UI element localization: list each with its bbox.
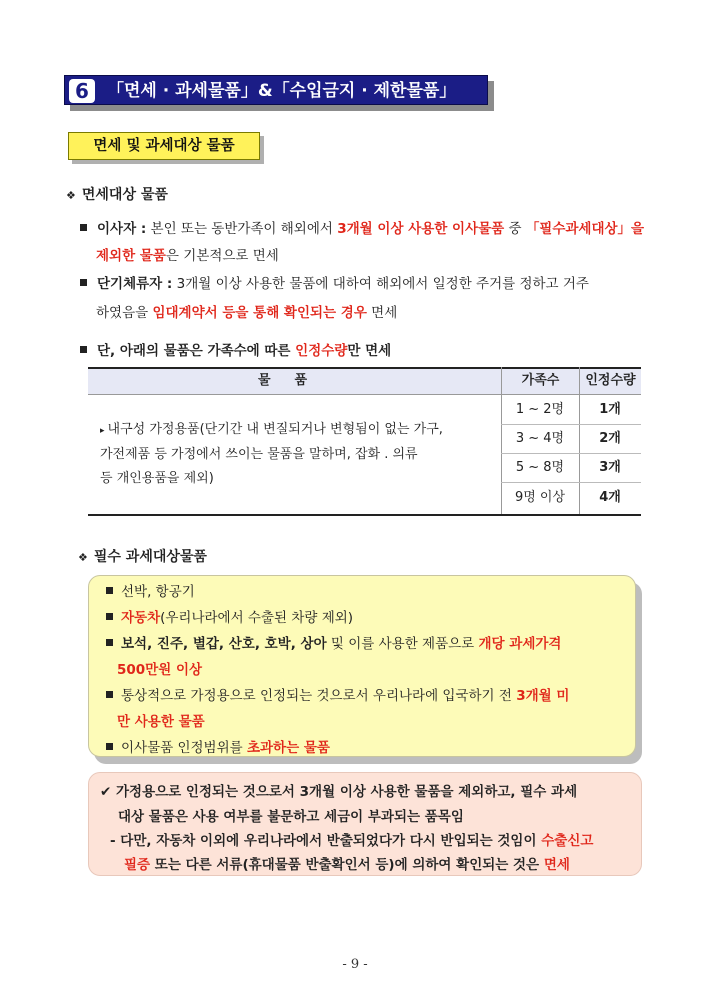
short-stay-line-1: 단기체류자 : 3개월 이상 사용한 물품에 대하여 해외에서 일정한 주거를 정하고 거주 [80, 272, 589, 292]
note-line-3: - 다만, 자동차 이외에 우리나라에서 반출되었다가 다시 반입되는 것임이 수출신고 [110, 833, 594, 849]
square-bullet-icon [106, 639, 113, 646]
taxable-item-3-cont: 500만원 이상 [117, 662, 203, 678]
square-bullet-icon [80, 346, 87, 353]
square-bullet-icon [106, 743, 113, 750]
taxable-item-4: 통상적으로 가정용으로 인정되는 것으로서 우리나라에 입국하기 전 3개월 미 [106, 684, 569, 704]
table-header-item: 물품 [257, 373, 332, 388]
table-header-family: 가족수 [501, 367, 579, 395]
square-bullet-icon [80, 279, 87, 286]
table-cell-family: 3 ~ 4명 [515, 431, 565, 446]
check-icon: ✔ [100, 784, 112, 800]
table-cell-family: 1 ~ 2명 [515, 402, 565, 417]
movers-line-2: 제외한 물품은 기본적으로 면세 [96, 248, 279, 264]
taxable-heading: ❖ 필수 과세대상물품 [78, 549, 207, 565]
section-header [64, 75, 494, 111]
table-cell-qty: 3개 [599, 460, 621, 475]
square-bullet-icon [106, 691, 113, 698]
table-cell-family: 5 ~ 8명 [515, 460, 565, 475]
section-header-bar [64, 75, 488, 105]
note-line-2: 대상 물품은 사용 여부를 불문하고 세금이 부과되는 품목임 [118, 809, 464, 825]
subsection-label [68, 132, 264, 162]
square-bullet-icon [80, 224, 87, 231]
taxable-item-2: 자동차(우리나라에서 수출된 차량 제외) [106, 606, 353, 626]
square-bullet-icon [106, 613, 113, 620]
page-number: - 9 - [342, 957, 368, 972]
table-cell-qty: 4개 [599, 490, 621, 505]
note-line-4: 필증 또는 다른 서류(휴대물품 반출확인서 등)에 의하여 확인되는 것은 면세 [124, 857, 570, 873]
taxable-item-1: 선박, 항공기 [106, 580, 195, 600]
table-cell-qty: 1개 [599, 402, 621, 417]
taxable-item-4-cont: 만 사용한 물품 [117, 714, 205, 730]
diamond-bullet-icon: ❖ [66, 189, 76, 202]
diamond-bullet-icon: ❖ [78, 551, 88, 564]
table-header-qty: 인정수량 [579, 367, 641, 395]
square-bullet-icon [106, 587, 113, 594]
taxable-item-3: 보석, 진주, 별갑, 산호, 호박, 상아 및 이를 사용한 제품으로 개당 과세가격 [106, 632, 561, 652]
table-cell-qty: 2개 [599, 431, 621, 446]
taxable-item-5: 이사물품 인정범위를 초과하는 물품 [106, 736, 330, 756]
subsection-label-text: 면세 및 과세대상 물품 [68, 132, 260, 160]
note-line-1: ✔ 가정용으로 인정되는 것으로서 3개월 이상 사용한 물품을 제외하고, 필수 과세 [100, 784, 578, 800]
short-stay-line-2: 하였음을 임대계약서 등을 통해 확인되는 경우 면세 [96, 305, 398, 321]
movers-line-1: 이사자 : 본인 또는 동반가족이 해외에서 3개월 이상 사용한 이사물품 중 「필수과세대상」을 [80, 217, 644, 237]
section-title: 「면세 · 과세물품」&「수입금지 · 제한물품」 [107, 81, 457, 101]
section-number: 6 [69, 79, 95, 103]
table-bottom-border [88, 514, 641, 516]
exempt-heading: ❖ 면세대상 물품 [66, 187, 168, 203]
triangle-bullet-icon: ▸ [100, 426, 105, 436]
table-item-description: ▸ 내구성 가정용품(단기간 내 변질되거나 변형됨이 없는 가구, 가전제품 등 가정에서 쓰이는 물품을 말하며, 잡화 . 의류 등 개인용품을 제외) [100, 422, 443, 486]
table-cell-family: 9명 이상 [514, 490, 566, 505]
quantity-note: 단, 아래의 물품은 가족수에 따른 인정수량만 면세 [80, 339, 391, 359]
